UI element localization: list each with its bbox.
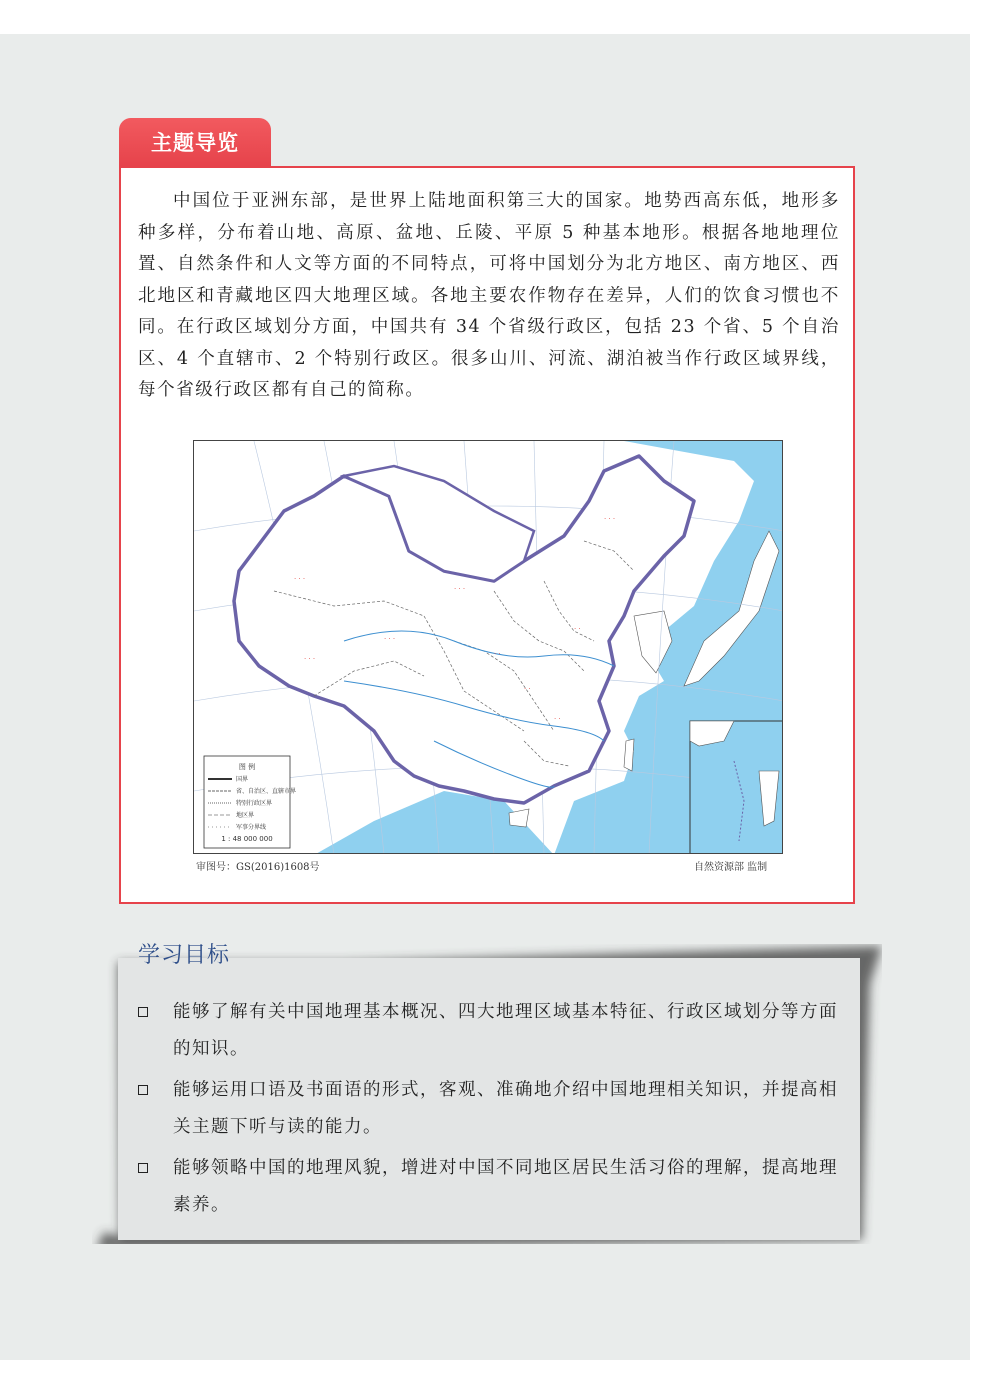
china-map-drawing xyxy=(194,441,783,854)
learning-goal-item: 能够运用口语及书面语的形式，客观、准确地介绍中国地理相关知识，并提高相关主题下听与读的能力。 xyxy=(138,1072,838,1146)
map-scale: 1 : 48 000 000 xyxy=(221,835,273,843)
svg-text:· ·: · · xyxy=(554,715,561,723)
map-legend xyxy=(204,756,296,848)
map-approval-number: 审图号：GS(2016)1608号 xyxy=(196,862,320,873)
checkbox-icon xyxy=(138,1163,148,1173)
svg-text:· · ·: · · · xyxy=(294,575,306,583)
china-map xyxy=(193,440,783,854)
map-inset-south-china-sea xyxy=(690,721,783,854)
learning-goals-title: 学习目标 xyxy=(138,943,231,968)
learning-goal-item: 能够了解有关中国地理基本概况、四大地理区域基本特征、行政区域划分等方面的知识。 xyxy=(138,994,838,1068)
svg-text:· ·: · · xyxy=(574,625,581,633)
svg-text:· ·: · · xyxy=(494,650,501,658)
learning-goal-item: 能够领略中国的地理风貌，增进对中国不同地区居民生活习俗的理解，提高地理素养。 xyxy=(138,1150,838,1224)
map-legend-item: 军事分界线 xyxy=(236,824,267,831)
map-legend-item: 地区界 xyxy=(236,812,255,819)
map-publisher: 自然资源部 监制 xyxy=(694,862,768,873)
svg-text:· · ·: · · · xyxy=(384,635,396,643)
map-land-taiwan xyxy=(624,739,634,771)
svg-text:· · ·: · · · xyxy=(604,515,616,523)
map-legend-item: 特别行政区界 xyxy=(236,800,273,807)
map-legend-item: 省、自治区、直辖市界 xyxy=(236,788,297,795)
map-legend-title: 图 例 xyxy=(238,763,256,771)
svg-text:· · ·: · · · xyxy=(304,655,316,663)
svg-text:· · ·: · · · xyxy=(454,585,466,593)
topic-guide-paragraph: 中国位于亚洲东部，是世界上陆地面积第三大的国家。地势西高东低，地形多种多样，分布着山地、高原、盆地、丘陵、平原 5 种基本地形。根据各地地理位置、自然条件和人文等方面的不同特点，可将中国划分为北方地区、南方地区、西北地区和青藏地区四大地理区域。各地主要农作物存在差异，人们的饮食习惯也不同。在行政区域划分方面，中国共有 34 个省级行政区，包括 23 个省、5 个自治区、4 个直辖市、2 个特别行政区。很多山川、河流、湖泊被当作行政区域界线，每个省级行政区都有自己的简称。 xyxy=(138,191,840,400)
topic-guide-tab: 主题导览 xyxy=(119,118,271,166)
checkbox-icon xyxy=(138,1085,148,1095)
map-legend-item: 国界 xyxy=(236,776,249,783)
checkbox-icon xyxy=(138,1007,148,1017)
svg-text:· ·: · · xyxy=(524,685,531,693)
